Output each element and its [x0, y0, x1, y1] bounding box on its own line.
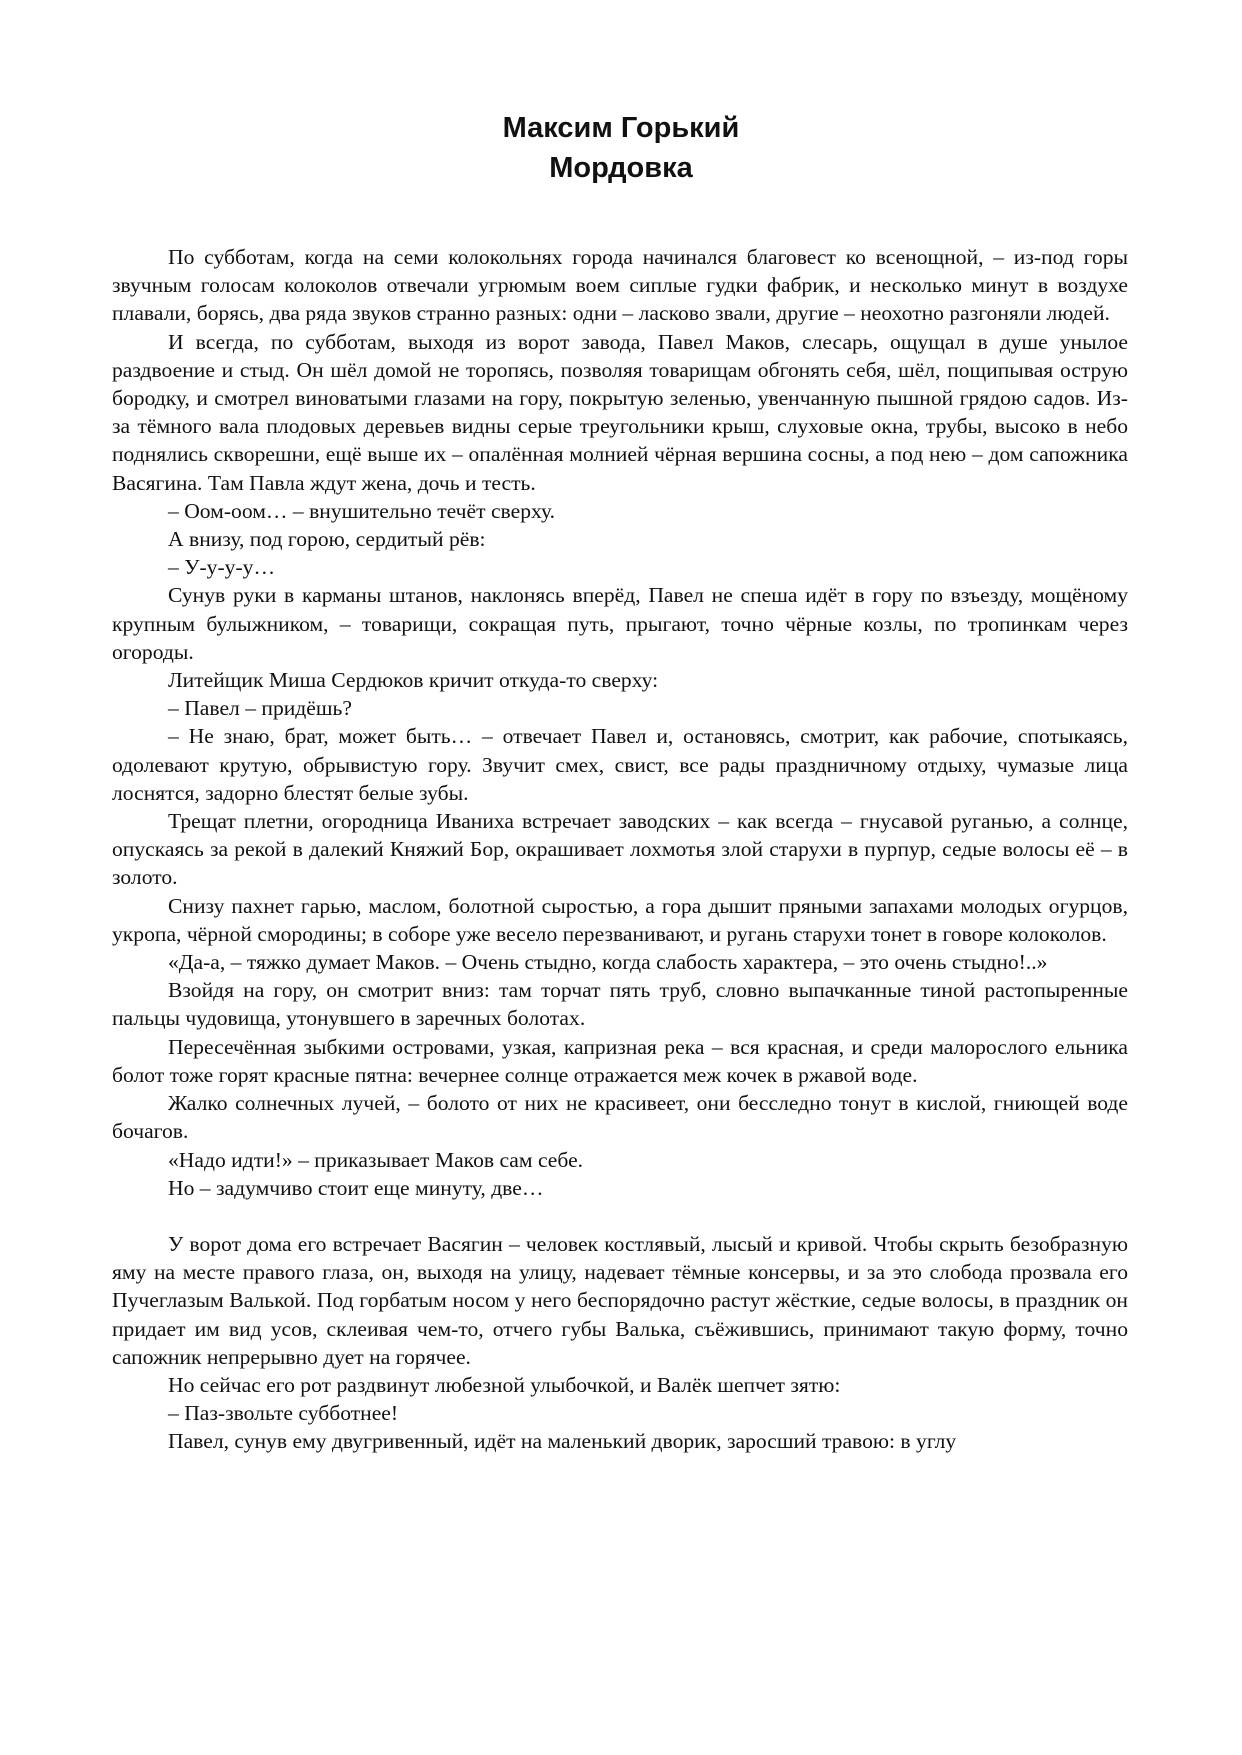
- paragraph: – Павел – придёшь?: [168, 696, 352, 721]
- paragraph: У ворот дома его встречает Васягин – человек костлявый, лысый и кривой. Чтобы скрыть безобразную яму на месте правого глаза, он, выходя на улицу, надевает тёмные консервы, и за это слобода прозвала его Пучеглазым Валькой. Под горбатым носом у него беспорядочно растут жёсткие, седые волосы, в праздник он придает им вид усов, склеивая чем-то, отчего губы Валька, съёжившись, принимают такую форму, точно сапожник непрерывно дует на горячее.: [112, 1231, 1128, 1369]
- paragraph: По субботам, когда на семи колокольнях города начинался благовест ко всенощной, – из-под горы звучным голосам колоколов отвечали угрюмым воем сиплые гудки фабрик, и несколько минут в воздухе плавали, борясь, два ряда звуков странно разных: одни – ласково звали, другие – неохотно разгоняли людей.: [112, 245, 1128, 326]
- paragraph: «Да-а, – тяжко думает Маков. – Очень стыдно, когда слабость характера, – это очень стыдно!..»: [168, 950, 1048, 975]
- paragraph: Но сейчас его рот раздвинут любезной улыбочкой, и Валёк шепчет зятю:: [168, 1372, 841, 1397]
- paragraph: И всегда, по субботам, выходя из ворот завода, Павел Маков, слесарь, ощущал в душе унылое раздвоение и стыд. Он шёл домой не торопясь, позволяя товарищам обгонять себя, шёл, пощипывая острую бородку, и смотрел виноватыми глазами на гору, покрытую зеленью, увенчанную пышной грядою садов. Из-за тёмного вала плодовых деревьев видны серые треугольники крыш, слуховые окна, трубы, высоко в небо поднялись скворешни, ещё выше их – опалённая молнией чёрная вершина сосны, а под нею – дом сапожника Васягина. Там Павла ждут жена, дочь и тесть.: [112, 329, 1128, 495]
- paragraph: Павел, сунув ему двугривенный, идёт на маленький дворик, заросший травою: в углу: [168, 1429, 957, 1454]
- paragraph: Но – задумчиво стоит еще минуту, две…: [168, 1175, 544, 1200]
- paragraph: – Паз-звольте субботнее!: [168, 1401, 399, 1426]
- story-text: [112, 243, 1128, 1456]
- paragraph: Снизу пахнет гарью, маслом, болотной сыростью, а гора дышит пряными запахами молодых огурцов, укропа, чёрной смородины; в соборе уже весело перезванивают, и ругань старухи тонет в говоре колоколов.: [112, 893, 1128, 946]
- paragraph: Пересечённая зыбкими островами, узкая, капризная река – вся красная, и среди малорослого ельника болот тоже горят красные пятна: вечернее солнце отражается меж кочек в ржавой воде.: [112, 1034, 1128, 1087]
- story-title: Мордовка: [549, 152, 693, 184]
- paragraph: Трещат плетни, огородница Иваниха встречает заводских – как всегда – гнусавой руганью, а солнце, опускаясь за рекой в далекий Княжий Бор, окрашивает лохмотья злой старухи в пурпур, седые волосы её – в золото.: [112, 809, 1128, 890]
- paragraph: А внизу, под горою, сердитый рёв:: [168, 527, 486, 552]
- paragraph: – Оом-оом… – внушительно течёт сверху.: [168, 498, 555, 523]
- paragraph: Жалко солнечных лучей, – болото от них не красивеет, они бесследно тонут в кислой, гниющей воде бочагов.: [112, 1091, 1128, 1144]
- paragraph: Взойдя на гору, он смотрит вниз: там торчат пять труб, словно выпачканные тиной растопыренные пальцы чудовища, утонувшего в заречных болотах.: [112, 978, 1128, 1031]
- paragraph: Литейщик Миша Сердюков кричит откуда-то сверху:: [168, 668, 659, 693]
- author-name: Максим Горький: [502, 112, 740, 144]
- paragraph: «Надо идти!» – приказывает Маков сам себе.: [168, 1147, 584, 1172]
- paragraph: – Не знаю, брат, может быть… – отвечает Павел и, остановясь, смотрит, как рабочие, спотыкаясь, одолевают крутую, обрывистую гору. Звучит смех, свист, все рады праздничному отдыху, чумазые лица лоснятся, задорно блестят белые зубы.: [112, 724, 1128, 805]
- paragraph: – У-у-у-у…: [168, 555, 276, 580]
- paragraph: Сунув руки в карманы штанов, наклонясь вперёд, Павел не спеша идёт в гору по взъезду, мощёному крупным булыжником, – товарищи, сокращая путь, прыгают, точно чёрные козлы, по тропинкам через огороды.: [112, 583, 1128, 664]
